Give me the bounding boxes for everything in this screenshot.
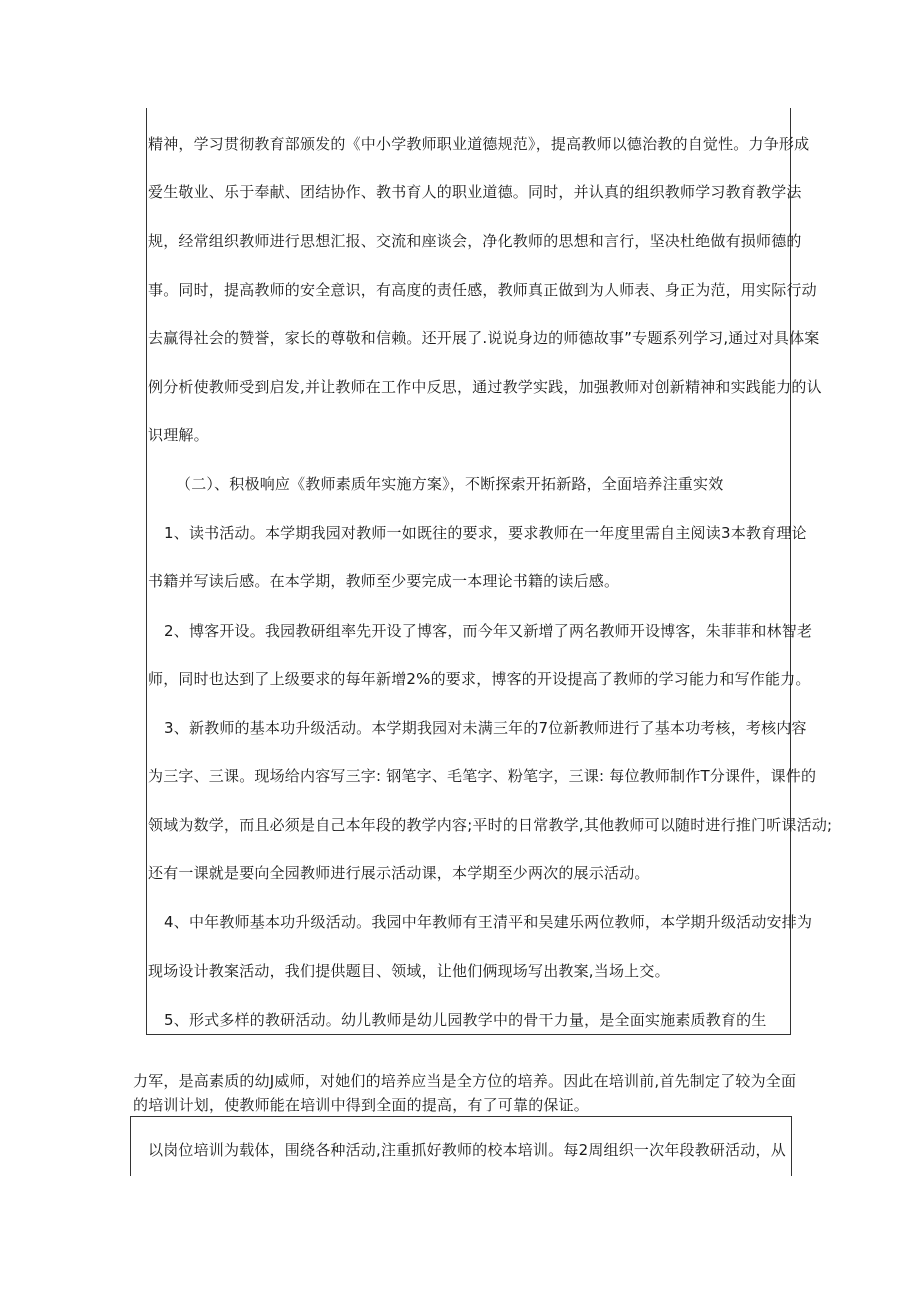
body-text-line: 以岗位培训为载体，围绕各种活动,注重抓好教师的校本培训。每2周组织一次年段教研活动，从 [148,1141,786,1159]
list-item-line: 领域为数学，而且必须是自己本年段的教学内容;平时的日常教学,其他教师可以随时进行推门听课活动; [148,816,833,834]
list-item-line: 4、中年教师基本功升级活动。我园中年教师有王清平和吴建乐两位教师，本学期升级活动安排为 [164,913,813,931]
body-text-line: 的培训计划，使教师能在培训中得到全面的提高，有了可靠的保证。 [133,1096,590,1114]
paragraph-line: 识理解。 [148,426,209,444]
paragraph-line: 规，经常组织教师进行思想汇报、交流和座谈会，净化教师的思想和言行，坚决杜绝做有损师德的 [148,232,802,250]
list-item-line: 1、读书活动。本学期我园对教师一如既往的要求，要求教师在一年度里需自主阅读3本教育理论 [164,524,807,542]
list-item-line: 3、新教师的基本功升级活动。本学期我园对未满三年的7位新教师进行了基本功考核，考核内容 [164,719,807,737]
list-item-line: 现场设计教案活动，我们提供题目、领域，让他们俩现场写出教案,当场上交。 [148,962,670,980]
list-item-line: 还有一课就是要向全园教师进行展示活动课，本学期至少两次的展示活动。 [148,864,650,882]
list-item-line: 书籍并写读后感。在本学期，教师至少要完成一本理论书籍的读后感。 [148,572,620,590]
list-item-line: 2、博客开设。我园教研组率先开设了博客，而今年又新增了两名教师开设博客，朱菲菲和林智老 [164,622,813,640]
list-item-line: 5、形式多样的教研活动。幼儿教师是幼儿园教学中的骨干力量，是全面实施素质教育的生 [164,1011,767,1029]
paragraph-line: 事。同时，提高教师的安全意识，有高度的责任感，教师真正做到为人师表、身正为范，用实际行动 [148,281,817,299]
paragraph-line: 爱生敬业、乐于奉献、团结协作、教书育人的职业道德。同时，并认真的组织教师学习教育教学法 [148,183,802,201]
paragraph-line: 去赢得社会的赞誉，家长的尊敬和信赖。还开展了.说说身边的师德故事”专题系列学习,通过对具体案 [148,329,820,347]
list-item-line: 为三字、三课。现场给内容写三字: 钢笔字、毛笔字、粉笔字，三课: 每位教师制作T分课件，课件的 [148,767,817,785]
paragraph-line: 精神，学习贯彻教育部颁发的《中小学教师职业道德规范》，提高教师以德治教的自觉性。力争形成 [148,135,810,153]
list-item-line: 师，同时也达到了上级要求的每年新增2%的要求，博客的开设提高了教师的学习能力和写作能力。 [148,670,811,688]
section-heading: （二）、积极响应《教师素质年实施方案》，不断探索开拓新路，全面培养注重实效 [176,475,724,493]
body-text-line: 力军，是高素质的幼J威师，对她们的培养应当是全方位的培养。因此在培训前,首先制定了较为全面 [133,1072,797,1090]
paragraph-line: 例分析使教师受到启发,并让教师在工作中反思，通过教学实践，加强教师对创新精神和实践能力的认 [148,378,822,396]
